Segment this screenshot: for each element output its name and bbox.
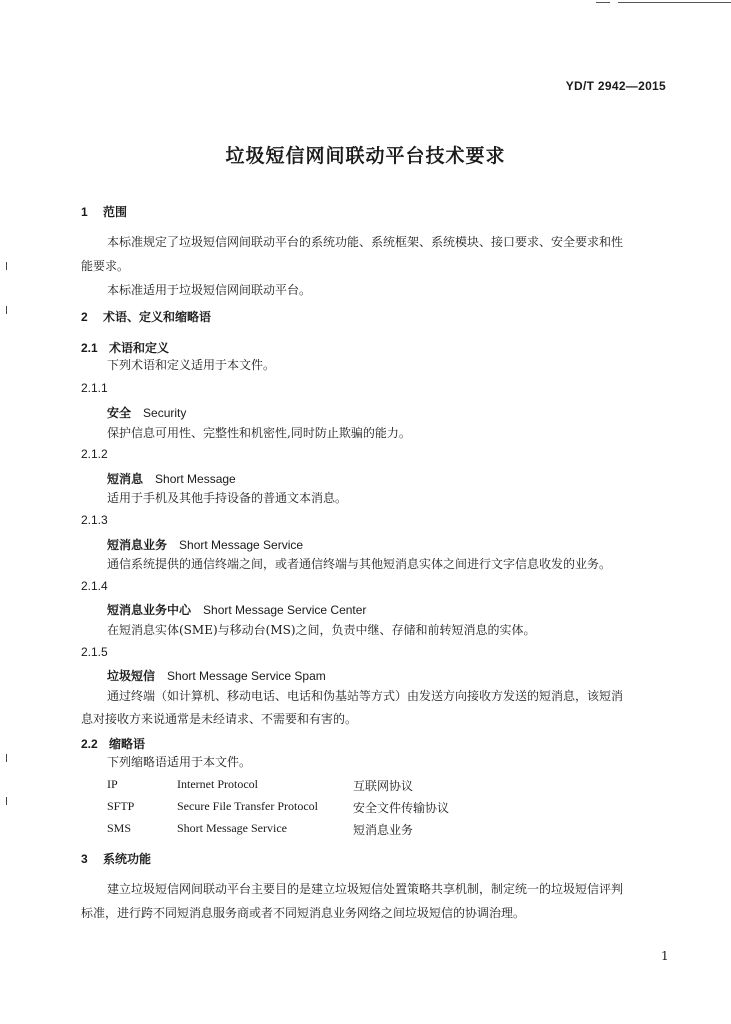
paragraph-line: 能要求。 (81, 259, 130, 273)
abbreviation: SFTP (107, 799, 135, 813)
page-number: 1 (661, 949, 669, 963)
paragraph-line: 本标准规定了垃圾短信网间联动平台的系统功能、系统框架、系统模块、接口要求、安全要求和性 (107, 235, 624, 249)
term-heading (107, 667, 326, 684)
paragraph: 本标准适用于垃圾短信网间联动平台。 (107, 283, 312, 297)
term-definition-line: 息对接收方来说通常是未经请求、不需要和有害的。 (81, 712, 358, 726)
section-title: 系统功能 (103, 852, 152, 866)
term-zh: 短消息 (107, 472, 144, 486)
term-zh: 垃圾短信 (107, 669, 156, 683)
section-number: 3 (81, 852, 88, 866)
term-en: Short Message Service Center (203, 603, 367, 617)
margin-mark (6, 797, 7, 805)
abbreviation: SMS (107, 821, 132, 835)
term-number: 2.1.5 (81, 645, 108, 659)
term-number: 2.1.1 (81, 381, 108, 395)
section-title: 术语、定义和缩略语 (103, 310, 212, 324)
section-title: 术语和定义 (109, 341, 170, 355)
section-number: 2 (81, 310, 88, 324)
term-definition: 保护信息可用性、完整性和机密性,同时防止欺骗的能力。 (107, 426, 411, 440)
term-en: Short Message (155, 472, 236, 486)
term-heading (107, 536, 303, 553)
abbreviation-full: Short Message Service (177, 821, 287, 835)
abbreviation-full: Internet Protocol (177, 777, 258, 791)
section-1-heading (81, 203, 127, 220)
abbreviation-full: Secure File Transfer Protocol (177, 799, 318, 813)
section-title: 范围 (103, 205, 128, 219)
term-definition: 通信系统提供的通信终端之间，或者通信终端与其他短消息实体之间进行文字信息收发的业务。 (107, 557, 612, 571)
abbreviation: IP (107, 777, 118, 791)
term-zh: 短消息业务中心 (107, 603, 192, 617)
section-number: 1 (81, 205, 88, 219)
term-en: Security (143, 406, 187, 420)
abbreviation-zh: 安全文件传输协议 (353, 801, 450, 815)
paragraph-line: 标准，进行跨不同短消息服务商或者不同短消息业务网络之间垃圾短信的协调治理。 (81, 906, 526, 920)
document-title: 垃圾短信网间联动平台技术要求 (225, 145, 506, 167)
term-en: Short Message Service Spam (167, 669, 326, 683)
margin-mark (6, 262, 7, 270)
term-heading (107, 601, 366, 618)
term-zh: 短消息业务 (107, 538, 168, 552)
term-en: Short Message Service (179, 538, 304, 552)
section-2-heading (81, 308, 211, 325)
section-title: 缩略语 (109, 737, 146, 751)
term-number: 2.1.3 (81, 513, 108, 527)
term-number: 2.1.2 (81, 447, 108, 461)
term-zh: 安全 (107, 406, 132, 420)
paragraph: 下列术语和定义适用于本文件。 (107, 358, 276, 372)
abbreviation-zh: 互联网协议 (353, 779, 414, 793)
term-heading (107, 470, 236, 487)
term-heading (107, 404, 186, 421)
paragraph: 下列缩略语适用于本文件。 (107, 755, 252, 769)
margin-mark (6, 306, 7, 314)
section-3-heading (81, 850, 151, 867)
section-number: 2.2 (81, 737, 98, 751)
term-definition: 适用于手机及其他手持设备的普通文本消息。 (107, 491, 348, 505)
margin-mark (6, 754, 7, 762)
abbreviation-zh: 短消息业务 (353, 823, 414, 837)
section-number: 2.1 (81, 341, 98, 355)
scan-artifact-line (596, 2, 610, 3)
term-number: 2.1.4 (81, 579, 108, 593)
scan-artifact-line (618, 2, 731, 3)
term-definition: 在短消息实体(SME)与移动台(MS)之间，负责中继、存储和前转短消息的实体。 (107, 623, 536, 637)
term-definition-line: 通过终端（如计算机、移动电话、电话和伪基站等方式）由发送方向接收方发送的短消息，该短消 (107, 689, 624, 703)
paragraph-line: 建立垃圾短信网间联动平台主要目的是建立垃圾短信处置策略共享机制，制定统一的垃圾短信评判 (107, 882, 624, 896)
standard-code: YD/T 2942—2015 (565, 79, 666, 93)
